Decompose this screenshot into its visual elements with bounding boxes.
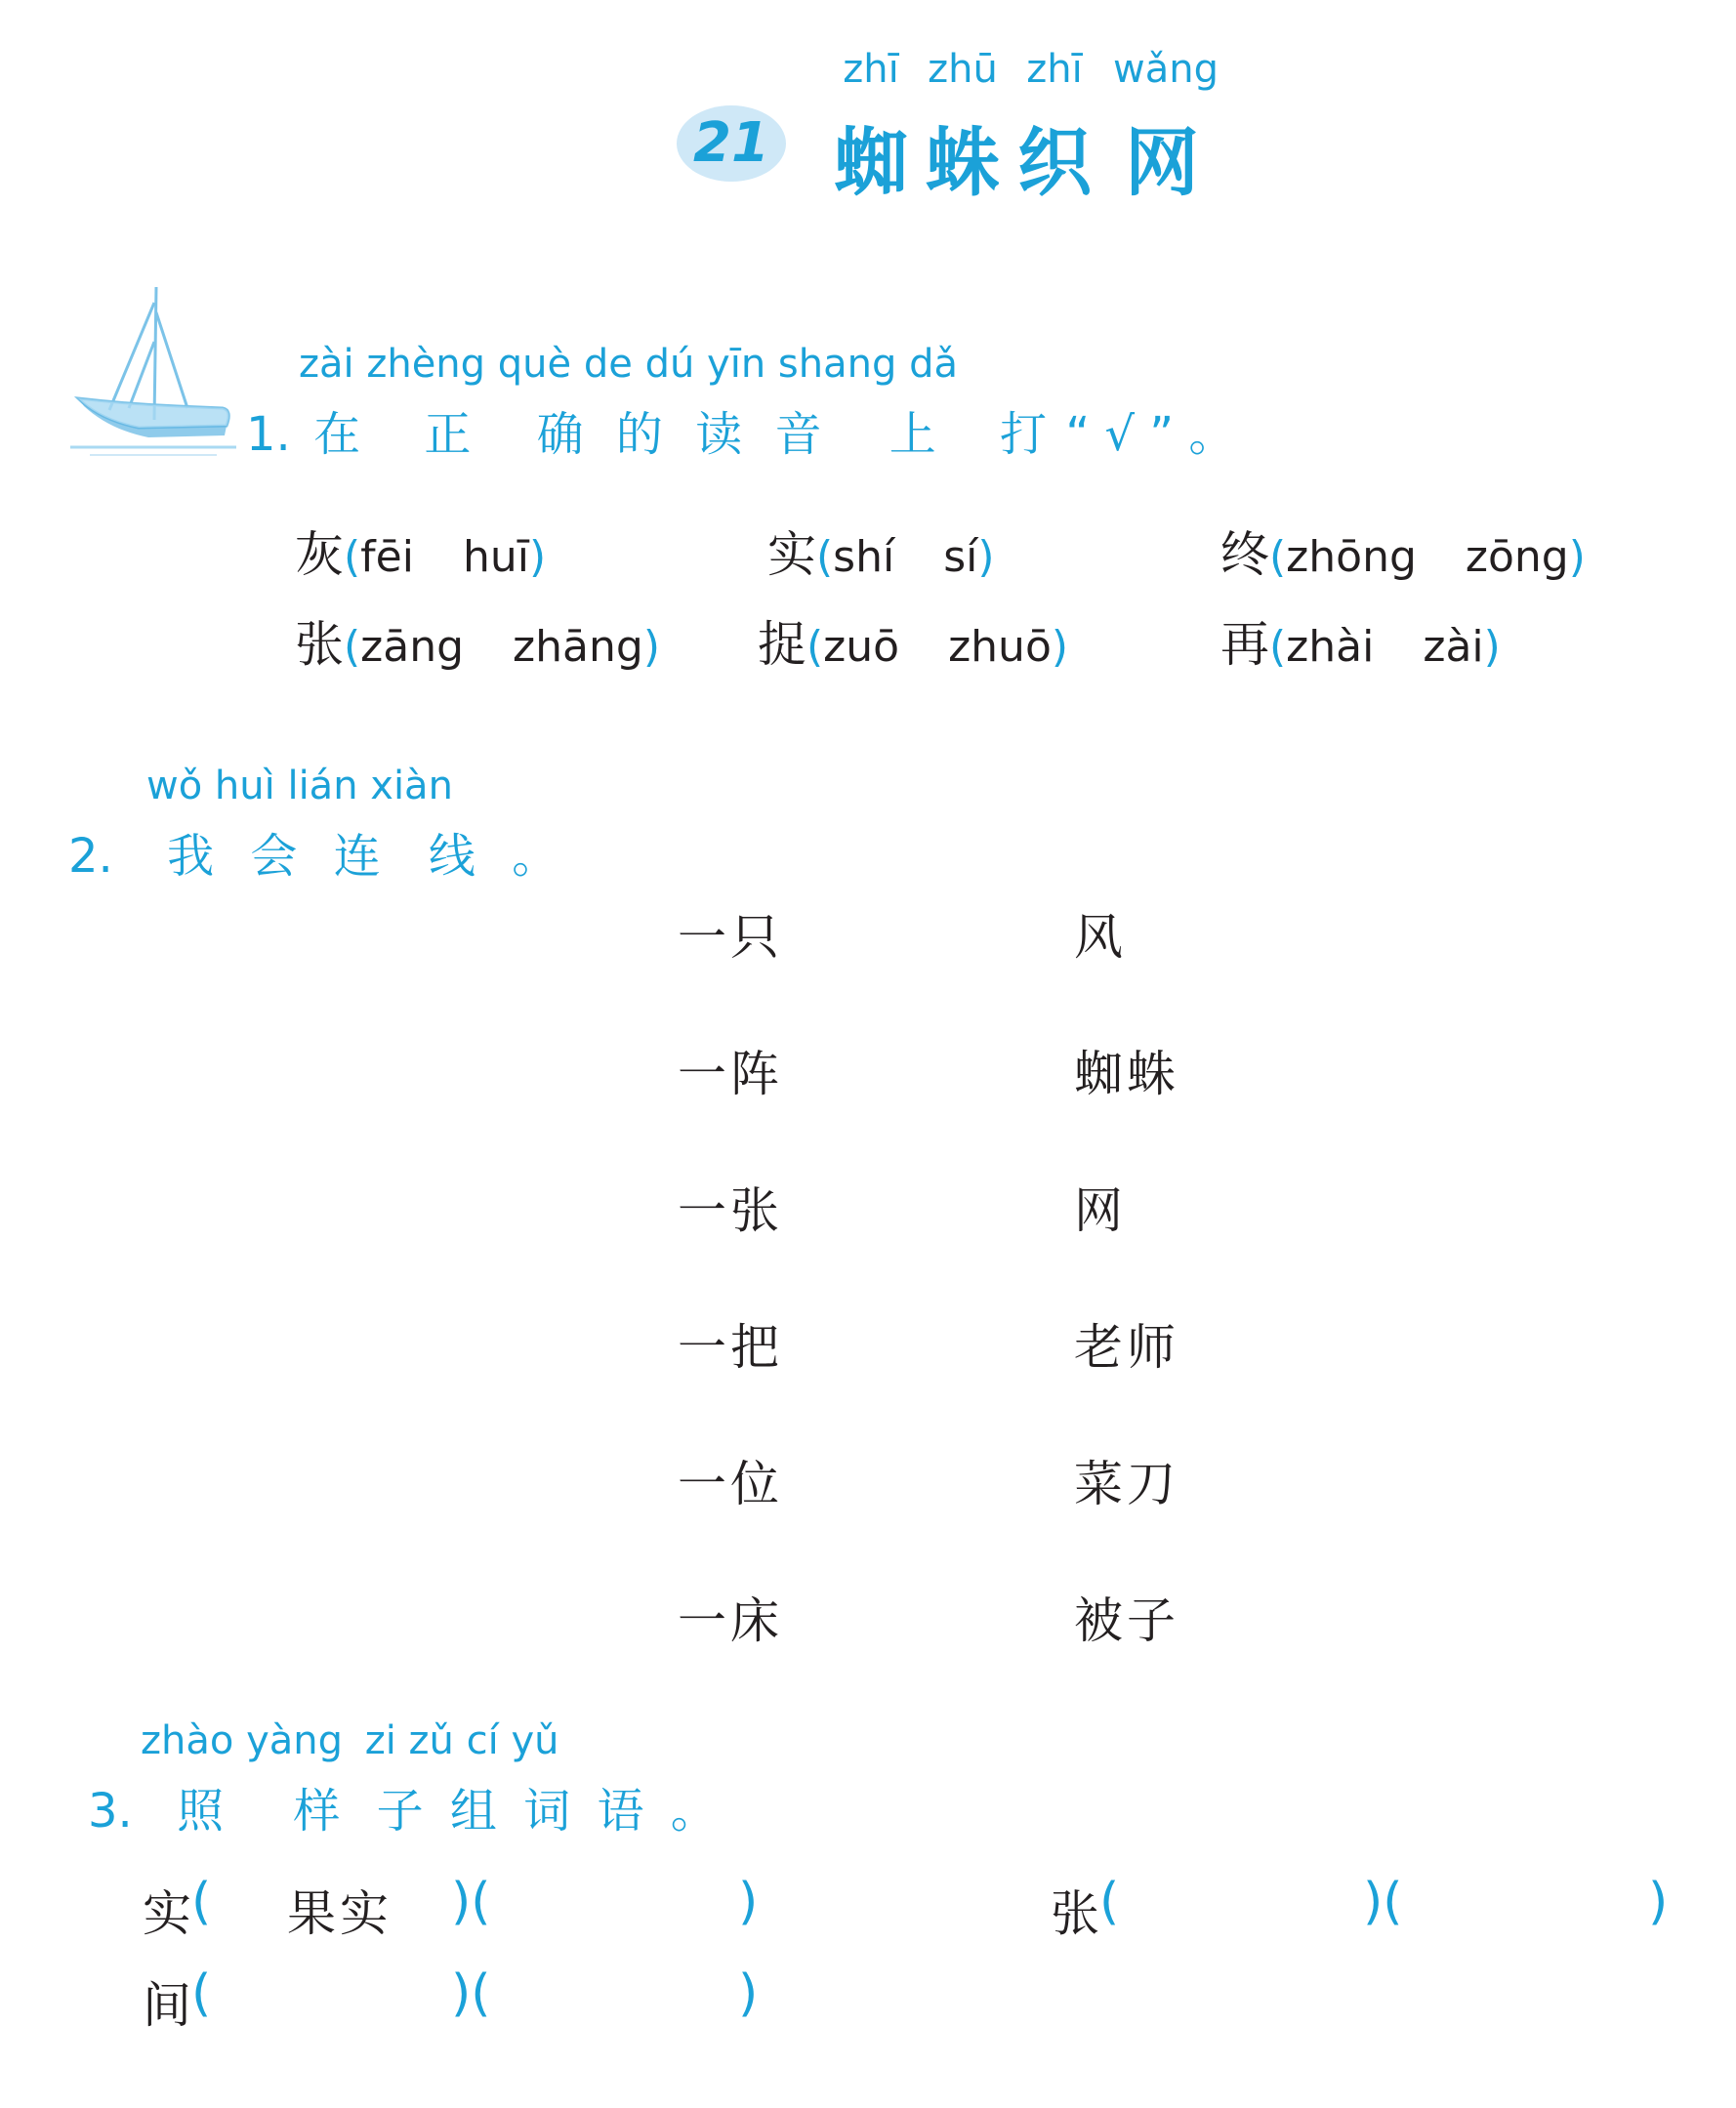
section2-instruction: 2. 我 会 连 线 。 xyxy=(68,829,559,884)
match-left-item[interactable]: 一把 xyxy=(678,1319,783,1376)
match-left-item[interactable]: 一床 xyxy=(678,1592,783,1649)
match-left-item[interactable]: 一位 xyxy=(678,1456,783,1512)
word-char: 张 xyxy=(1051,1885,1099,1942)
pinyin-option[interactable]: zhuō xyxy=(948,622,1052,672)
lesson-number: 21 xyxy=(693,111,769,175)
section1-instruction: 1. 在 正 确 的 读 音 上 打 “ √ ” 。 xyxy=(246,407,1236,462)
paren-close: ) xyxy=(738,1873,759,1931)
pinyin-option[interactable]: fēi xyxy=(360,532,414,582)
section3-pinyin: zhào yàng zi zǔ cí yǔ xyxy=(141,1718,559,1763)
title-char: 蜘 xyxy=(834,119,908,206)
paren-open: ( xyxy=(191,1964,212,2023)
section2-pinyin: wǒ huì lián xiàn xyxy=(146,764,453,808)
answer-blank[interactable] xyxy=(508,1875,732,1933)
match-right-item[interactable]: 老师 xyxy=(1074,1319,1179,1376)
match-right-item[interactable]: 被子 xyxy=(1074,1592,1179,1649)
pinyin-option[interactable]: shí xyxy=(833,532,895,582)
reading-item: 实 ( shí sí ) xyxy=(767,526,995,583)
paren-pair: )( xyxy=(1363,1873,1403,1931)
pinyin-option[interactable]: zuō xyxy=(823,622,900,672)
title-pinyin: zhū xyxy=(928,47,998,92)
reading-item: 终 ( zhōng zōng ) xyxy=(1220,526,1586,583)
pinyin-option[interactable]: zhāng xyxy=(513,622,643,672)
pinyin-option[interactable]: sí xyxy=(943,532,978,582)
pinyin-option[interactable]: zhài xyxy=(1286,622,1375,672)
match-left-item[interactable]: 一阵 xyxy=(678,1046,783,1102)
word-char: 实 xyxy=(143,1885,191,1942)
match-right-item[interactable]: 菜刀 xyxy=(1074,1456,1179,1512)
paren-pair: )( xyxy=(451,1873,491,1931)
reading-item: 捉 ( zuō zhuō ) xyxy=(758,616,1069,673)
title-char: 网 xyxy=(1125,119,1199,206)
reading-item: 灰 ( fēi huī ) xyxy=(295,526,547,583)
match-left-item[interactable]: 一张 xyxy=(678,1182,783,1239)
pinyin-option[interactable]: zài xyxy=(1423,622,1484,672)
title-pinyin: zhī xyxy=(1026,47,1083,92)
answer-blank[interactable] xyxy=(215,1966,445,2025)
reading-item: 再 ( zhài zài ) xyxy=(1220,616,1501,673)
paren-pair: )( xyxy=(451,1964,491,2023)
match-right-item[interactable]: 风 xyxy=(1074,909,1127,966)
title-char: 织 xyxy=(1017,119,1092,206)
paren-open: ( xyxy=(1099,1873,1120,1931)
title-char: 蛛 xyxy=(926,119,1000,206)
example-word: 果实 xyxy=(287,1885,393,1942)
section3-instruction: 3. 照 样 子 组 词 语 。 xyxy=(88,1784,718,1839)
match-right-item[interactable]: 网 xyxy=(1074,1182,1127,1239)
match-right-item[interactable]: 蜘蛛 xyxy=(1074,1046,1179,1102)
reading-item: 张 ( zāng zhāng ) xyxy=(295,616,660,673)
answer-blank[interactable] xyxy=(1420,1875,1644,1933)
match-left-item[interactable]: 一只 xyxy=(678,909,783,966)
answer-blank[interactable] xyxy=(1123,1875,1357,1933)
pinyin-option[interactable]: zhōng xyxy=(1286,532,1417,582)
title-pinyin: zhī xyxy=(843,47,899,92)
title-pinyin: wǎng xyxy=(1113,47,1219,92)
pinyin-option[interactable]: zōng xyxy=(1465,532,1569,582)
pinyin-option[interactable]: zāng xyxy=(360,622,465,672)
paren-open: ( xyxy=(191,1873,212,1931)
answer-blank[interactable] xyxy=(508,1966,732,2025)
word-char: 间 xyxy=(143,1977,191,2034)
paren-close: ) xyxy=(1648,1873,1669,1931)
pinyin-option[interactable]: huī xyxy=(462,532,529,582)
paren-close: ) xyxy=(738,1964,759,2023)
sailboat-icon xyxy=(70,283,236,459)
section1-pinyin: zài zhèng què de dú yīn shang dǎ xyxy=(299,342,958,387)
